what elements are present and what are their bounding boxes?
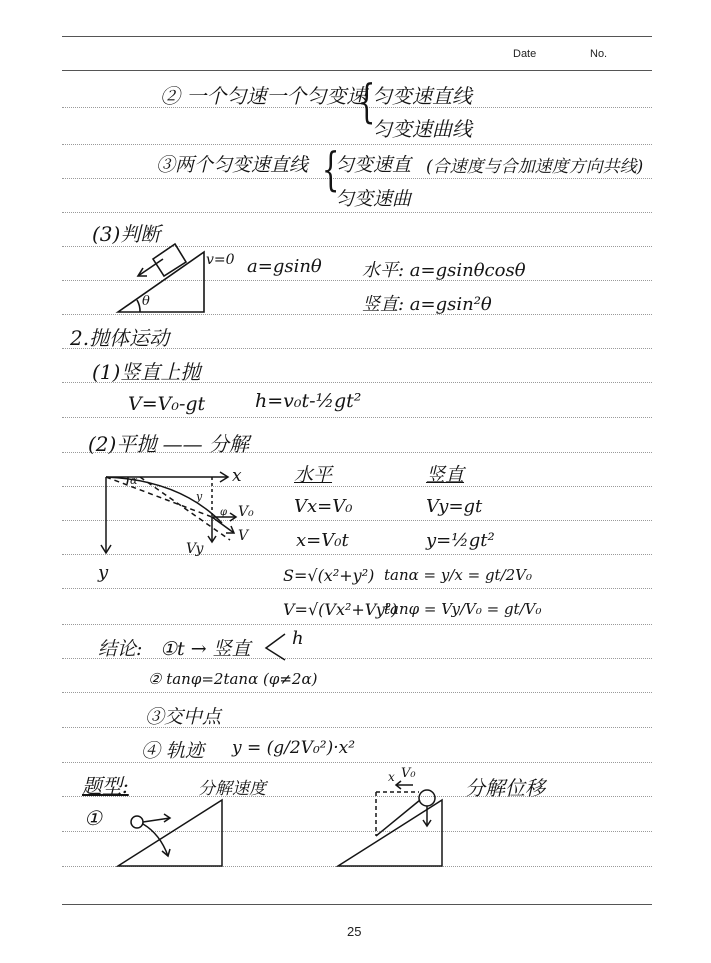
trajectory-equation: y = (g/2V₀²)·x² — [232, 738, 356, 758]
vertical-acceleration: 竖直: a=gsin²θ — [362, 294, 492, 315]
decompose-displacement-label: 分解位移 — [465, 776, 545, 800]
case2-option-curve: 匀变速曲线 — [372, 117, 472, 141]
vy-label: Vy — [186, 541, 204, 557]
case3-collinear-note: (合速度与合加速度方向共线) — [426, 157, 644, 177]
incline-angle-theta: θ — [142, 294, 150, 309]
vx-formula: Vx=V₀ — [294, 496, 353, 517]
sliding-block — [153, 244, 186, 276]
tan-phi-formula: tanφ = Vy/V₀ = gt/V₀ — [384, 600, 542, 618]
velocity-path — [143, 824, 168, 856]
horizontal-acceleration: 水平: a=gsinθcosθ — [362, 260, 526, 281]
header-top-rule — [62, 36, 652, 37]
ruled-line — [62, 178, 652, 179]
displacement-drop-arrowhead — [423, 820, 431, 826]
resultant-velocity-label: V — [238, 528, 249, 544]
conclusion-item-3: ③交中点 — [145, 706, 222, 728]
horizontal-column-heading: 水平 — [294, 464, 333, 486]
velocity-incline — [118, 800, 222, 866]
ruled-line — [62, 520, 652, 521]
vy-formula: Vy=gt — [426, 496, 483, 517]
phi-label: φ — [220, 507, 228, 518]
ruled-line — [62, 866, 652, 867]
case3-option-straight: 匀变速直 — [335, 154, 412, 176]
y-formula: y=½gt² — [426, 530, 495, 551]
decompose-velocity-label: 分解速度 — [198, 779, 266, 799]
vertical-column-heading: 竖直 — [426, 464, 465, 486]
conclusion-item-4-prefix: ④ 轨迹 — [141, 740, 205, 762]
velocity-formula: V=V₀-gt — [128, 393, 206, 415]
ruled-line — [62, 588, 652, 589]
horizontal-throw-heading: (2)平抛 —— 分解 — [88, 432, 250, 456]
displacement-ball — [419, 790, 435, 806]
alpha-label: α — [130, 474, 138, 487]
resultant-arrowhead — [226, 526, 234, 533]
displacement-v0-arrowhead — [396, 781, 401, 789]
ruled-line — [62, 280, 652, 281]
vertical-throw-heading: (1)竖直上抛 — [92, 360, 201, 384]
ruled-line — [62, 796, 652, 797]
ruled-line — [62, 658, 652, 659]
number-label: No. — [590, 48, 608, 60]
tan-alpha-formula: tanα = y/x = gt/2V₀ — [384, 566, 533, 584]
conclusion-item-1: ①t → 竖直 — [160, 638, 251, 660]
height-formula: h=v₀t-½gt² — [255, 390, 362, 412]
footer-rule — [62, 904, 652, 905]
problem-number-1: ① — [84, 806, 102, 830]
header-bottom-rule — [62, 70, 652, 71]
ruled-line — [62, 144, 652, 145]
vertical-displacement-label: y — [196, 490, 203, 503]
y-axis-arrowhead — [101, 545, 111, 553]
displacement-formula: S=√(x²+y²) — [283, 566, 375, 585]
case2-label: ② 一个匀速一个匀变速 — [160, 84, 367, 108]
theta-arc — [137, 300, 140, 312]
velocity-ball — [131, 816, 143, 828]
displacement-v0-mark: V₀ — [401, 766, 416, 781]
trajectory-curve — [106, 477, 222, 523]
incline-triangle — [118, 252, 204, 312]
displacement-incline — [338, 800, 442, 866]
case3-label: ③两个匀变速直线 — [156, 154, 309, 176]
velocity-throw-arrowhead — [164, 814, 170, 822]
x-formula: x=V₀t — [296, 530, 349, 551]
incline-acceleration: a=gsinθ — [247, 256, 322, 277]
problem-types-label: 题型: — [82, 774, 129, 798]
ruled-line — [62, 486, 652, 487]
v0-label: V₀ — [238, 504, 254, 520]
down-slope-arrow-head — [138, 268, 147, 276]
initial-velocity-zero: v=0 — [206, 252, 235, 268]
conclusion-height-h: h — [292, 628, 304, 649]
ruled-line — [62, 692, 652, 693]
ruled-line — [62, 831, 652, 832]
judge-heading: (3)判断 — [92, 222, 161, 246]
case3-option-curve: 匀变速曲 — [335, 188, 412, 210]
down-slope-arrow-line — [138, 259, 163, 276]
page-number: 25 — [347, 924, 362, 939]
displacement-x-mark: x — [388, 770, 395, 784]
ruled-line — [62, 417, 652, 418]
projectile-heading: 2.抛体运动 — [70, 326, 170, 350]
x-axis-label: x — [232, 466, 242, 486]
y-axis-label: y — [98, 562, 109, 583]
alpha-arc — [127, 477, 128, 484]
speed-formula: V=√(Vx²+Vy²) — [283, 600, 398, 619]
ruled-line — [62, 314, 652, 315]
case2-option-straight: 匀变速直线 — [372, 84, 472, 108]
velocity-throw-arrow — [143, 818, 170, 822]
ruled-line — [62, 554, 652, 555]
conclusion-label: 结论: — [98, 638, 143, 660]
conclusion-item-2: ② tanφ=2tanα (φ≠2α) — [148, 670, 318, 688]
ruled-line — [62, 212, 652, 213]
vy-arrowhead — [208, 536, 216, 542]
x-axis-arrowhead — [220, 472, 228, 482]
velocity-path-arrowhead — [162, 849, 170, 856]
case3-brace: { — [321, 142, 340, 196]
date-label: Date — [513, 48, 537, 60]
case2-brace: { — [357, 74, 376, 128]
ruled-line — [62, 624, 652, 625]
